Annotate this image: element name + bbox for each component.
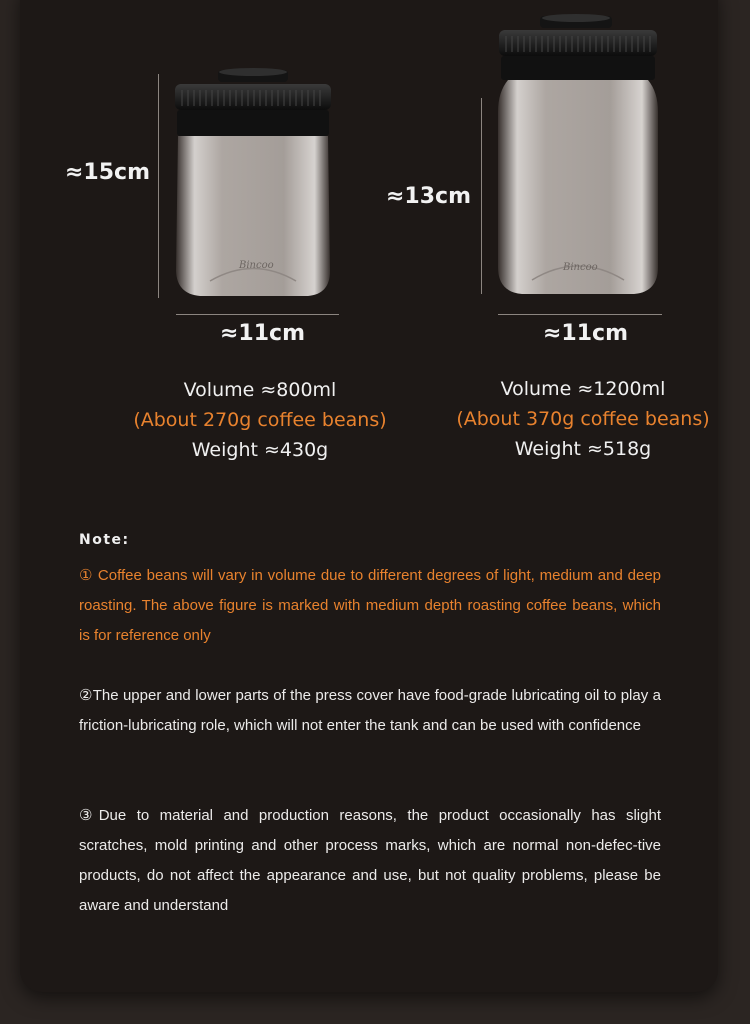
height-label-small: ≈15cm [65,160,151,185]
note-item-2: ②The upper and lower parts of the press cover have food-grade lubricating oil to play a friction-lubricating role, which will not enter the tank and can be used with confidence [79,687,661,734]
svg-text:Bincoo: Bincoo [563,262,598,273]
note-title: Note: [79,532,130,548]
beans-large: (About 370g coffee beans) [456,408,710,430]
jar-small-image [170,66,340,306]
width-line-large [498,314,662,315]
volume-large: Volume ≈1200ml [500,378,666,400]
height-line-small [158,74,159,298]
width-label-large: ≈11cm [543,321,629,346]
volume-small: Volume ≈800ml [183,379,337,401]
width-label-small: ≈11cm [220,321,306,346]
weight-large: Weight ≈518g [514,438,652,460]
note-item-3: ③Due to material and production reasons, the product occasionally has slight scratches, mold printing and other process marks, which are normal non-defec-tive products, do not affect the appearance and use, but not quality problems, please be aware and understand [79,807,661,914]
spec-small [110,375,410,465]
spec-large [433,374,733,464]
weight-small: Weight ≈430g [191,439,329,461]
beans-small: (About 270g coffee beans) [133,409,387,431]
note-item-1: ① Coffee beans will vary in volume due to different degrees of light, medium and deep roasting. The above figure is marked with medium depth roasting coffee beans, which is for reference only [79,567,661,644]
svg-text:Bincoo: Bincoo [239,260,274,271]
width-line-small [176,314,339,315]
height-line-large [481,98,482,294]
height-label-large: ≈13cm [386,184,472,209]
jar-large-image [494,12,664,302]
